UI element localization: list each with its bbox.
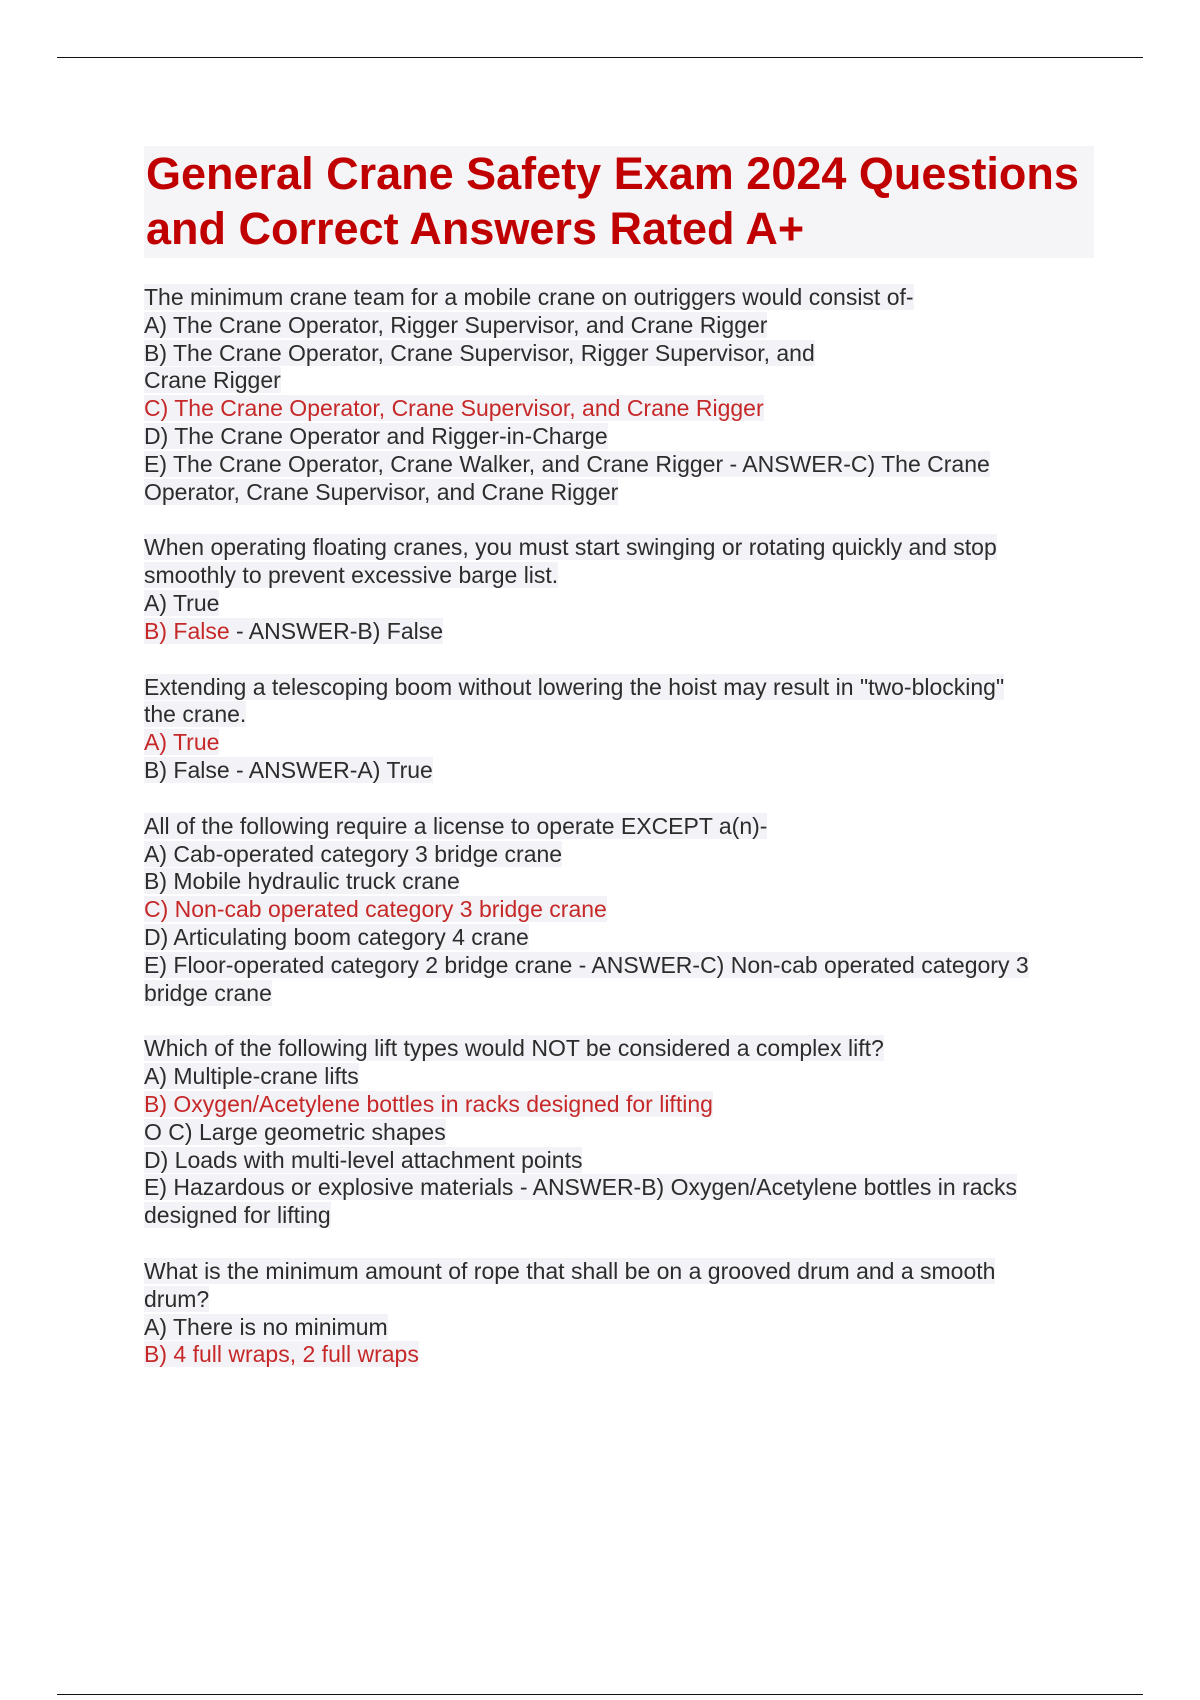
answer-option-continued: designed for lifting [144, 1202, 331, 1229]
question-6 [144, 1258, 1094, 1369]
correct-answer-option: C) The Crane Operator, Crane Supervisor, and Crane Rigger [144, 395, 764, 422]
question-stem: Extending a telescoping boom without lowering the hoist may result in "two-blocking" [144, 673, 1005, 700]
answer-option: E) The Crane Operator, Crane Walker, and Crane Rigger - ANSWER-C) The Crane [144, 450, 990, 477]
question-stem: When operating floating cranes, you must start swinging or rotating quickly and stop [144, 534, 997, 561]
correct-answer-option: C) Non-cab operated category 3 bridge crane [144, 896, 607, 923]
question-3 [144, 674, 1094, 785]
answer-option: D) Articulating boom category 4 crane [144, 923, 529, 950]
answer-option: A) There is no minimum [144, 1313, 388, 1340]
footer-rule [57, 1694, 1143, 1695]
answer-option: A) True [144, 589, 220, 616]
correct-answer-option: A) True [144, 729, 220, 756]
answer-option: A) Cab-operated category 3 bridge crane [144, 840, 563, 867]
header-rule [57, 57, 1143, 58]
answer-option: E) Floor-operated category 2 bridge crane - ANSWER-C) Non-cab operated category 3 [144, 951, 1029, 978]
correct-answer-option: B) Oxygen/Acetylene bottles in racks designed for lifting [144, 1090, 713, 1117]
question-stem-continued: drum? [144, 1285, 210, 1312]
answer-option: B) Mobile hydraulic truck crane [144, 868, 460, 895]
answer-option-continued: bridge crane [144, 979, 272, 1006]
answer-option: B) False - ANSWER-A) True [144, 756, 433, 783]
answer-key: - ANSWER-B) False [229, 617, 444, 644]
document-title: General Crane Safety Exam 2024 Questions and Correct Answers Rated A+ [146, 148, 1079, 254]
answer-option: A) The Crane Operator, Rigger Supervisor, and Crane Rigger [144, 311, 768, 338]
correct-answer-option: B) False [144, 617, 230, 644]
question-2 [144, 534, 1094, 645]
title-block [144, 146, 1094, 258]
answer-option: A) Multiple-crane lifts [144, 1063, 359, 1090]
correct-answer-option: B) 4 full wraps, 2 full wraps [144, 1341, 419, 1368]
question-stem: The minimum crane team for a mobile crane on outriggers would consist of- [144, 284, 914, 310]
question-stem-continued: smoothly to prevent excessive barge list. [144, 562, 559, 589]
answer-option: D) The Crane Operator and Rigger-in-Charge [144, 422, 608, 449]
question-stem: What is the minimum amount of rope that shall be on a grooved drum and a smooth [144, 1257, 996, 1284]
question-5 [144, 1035, 1094, 1230]
answer-option: D) Loads with multi-level attachment points [144, 1146, 583, 1173]
question-stem: All of the following require a license to operate EXCEPT a(n)- [144, 812, 768, 839]
answer-option: B) The Crane Operator, Crane Supervisor, Rigger Supervisor, and [144, 339, 815, 366]
answer-option-continued: Operator, Crane Supervisor, and Crane Rigger [144, 478, 619, 505]
question-stem: Which of the following lift types would NOT be considered a complex lift? [144, 1035, 884, 1062]
document-body [144, 146, 1094, 1397]
question-stem-continued: the crane. [144, 701, 247, 728]
answer-option: O C) Large geometric shapes [144, 1118, 446, 1145]
answer-option: E) Hazardous or explosive materials - ANSWER-B) Oxygen/Acetylene bottles in racks [144, 1174, 1018, 1201]
question-1 [144, 284, 1094, 506]
answer-option-continued: Crane Rigger [144, 367, 281, 394]
question-4 [144, 813, 1094, 1008]
